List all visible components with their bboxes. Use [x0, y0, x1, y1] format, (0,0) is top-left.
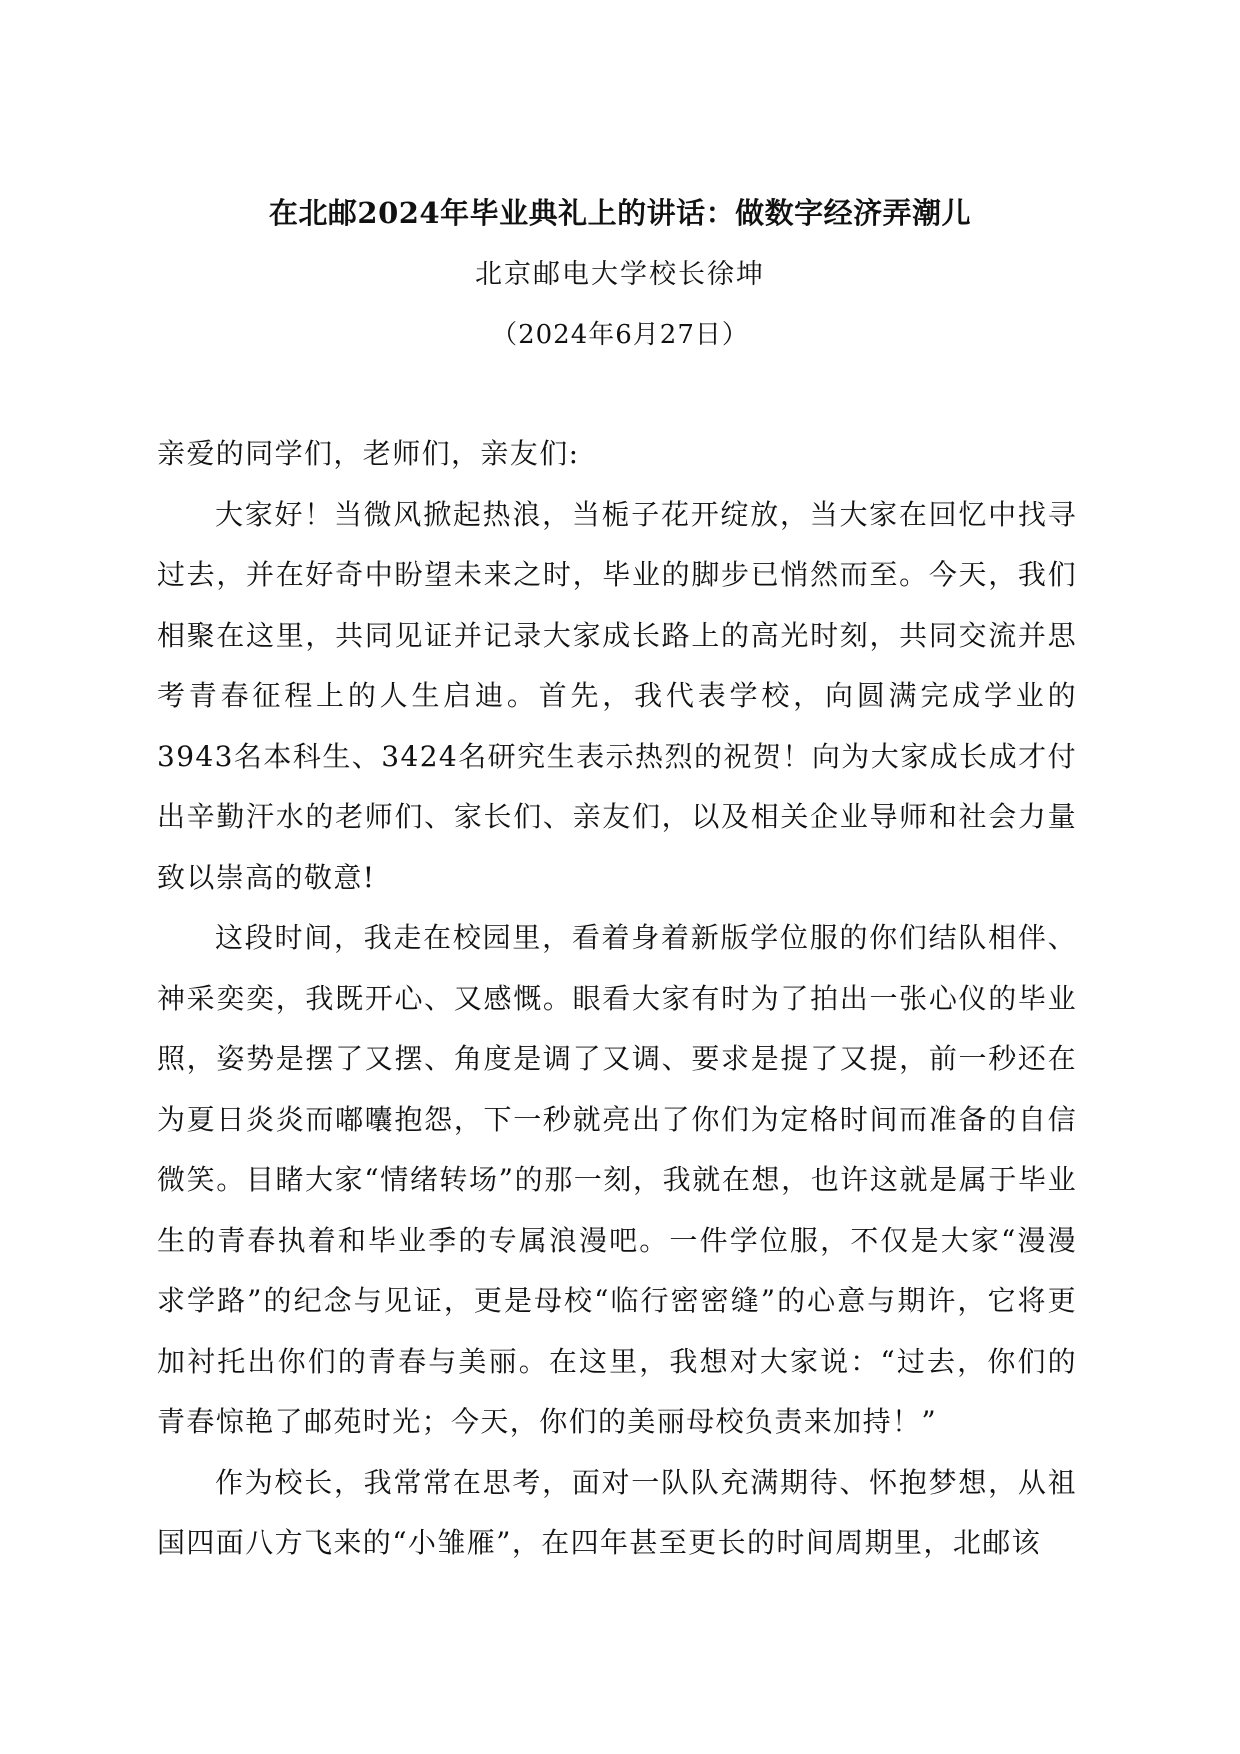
paragraph-opening: 大家好！当微风掀起热浪，当栀子花开绽放，当大家在回忆中找寻过去，并在好奇中盼望未来之时，毕业的脚步已悄然而至。今天，我们相聚在这里，共同见证并记录大家成长路上的高光时刻，共同交流并思考青春征程上的人生启迪。首先，我代表学校，向圆满完成学业的3943名本科生、3424名研究生表示热烈的祝贺！向为大家成长成才付出辛勤汗水的老师们、家长们、亲友们，以及相关企业导师和社会力量致以崇高的敬意! [157, 497, 1077, 894]
speech-date: （2024年6月27日） [491, 320, 749, 350]
salutation: 亲爱的同学们，老师们，亲友们: [157, 437, 580, 470]
paragraph-president-reflection: 作为校长，我常常在思考，面对一队队充满期待、怀抱梦想，从祖国四面八方飞来的“小雏雁”，在四年甚至更长的时间周期里，北邮该 [157, 1465, 1077, 1559]
paragraph-graduation-gown: 这段时间，我走在校园里，看着身着新版学位服的你们结队相伴、神采奕奕，我既开心、又感慨。眼看大家有时为了拍出一张心仪的毕业照，姿势是摆了又摆、角度是调了又调、要求是提了又提，前一秒还在为夏日炎炎而嘟囔抱怨，下一秒就亮出了你们为定格时间而准备的自信微笑。目睹大家“情绪转场”的那一刻，我就在想，也许这就是属于毕业生的青春执着和毕业季的专属浪漫吧。一件学位服，不仅是大家“漫漫求学路”的纪念与见证，更是母校“临行密密缝”的心意与期许，它将更加衬托出你们的青春与美丽。在这里，我想对大家说：“过去，你们的青春惊艳了邮苑时光；今天，你们的美丽母校负责来加持！” [157, 921, 1077, 1438]
speech-author: 北京邮电大学校长徐坤 [475, 259, 765, 290]
speech-body [157, 424, 1077, 1574]
speech-title: 在北邮2024年毕业典礼上的讲话：做数字经济弄潮儿 [268, 196, 972, 230]
